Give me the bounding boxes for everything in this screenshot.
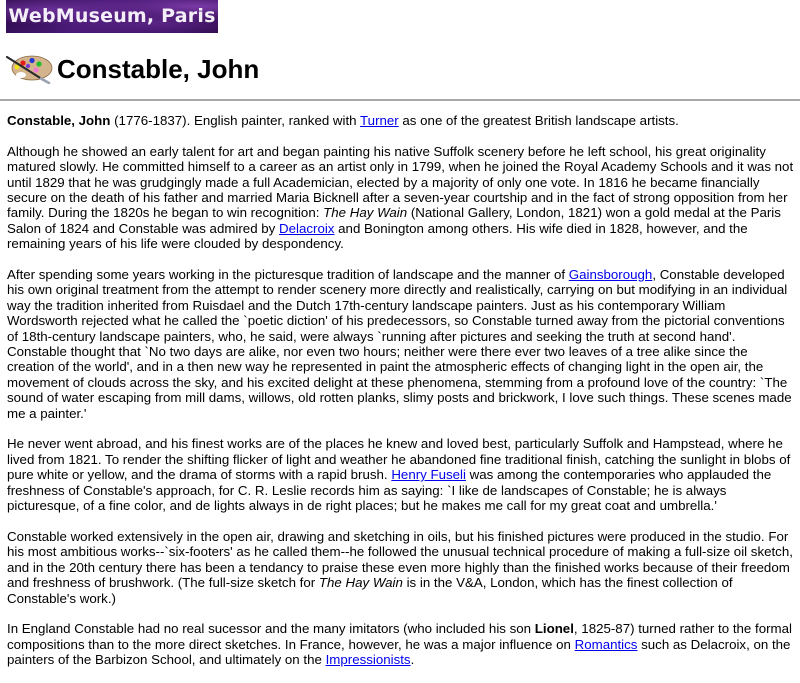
text: , 1825-87) turned rather to the formal compositions than to the more direct sketches. In France, however, he was a major influence on (7, 621, 792, 652)
link-impressionists[interactable]: Impressionists (325, 652, 411, 668)
link-gainsborough[interactable]: Gainsborough (568, 267, 653, 283)
banner-label: WebMuseum, Paris (8, 4, 216, 27)
link-delacroix[interactable]: Delacroix (279, 220, 335, 236)
text: Constable worked extensively in the open air, drawing and sketching in oils, but his finished pictures were produced in the studio. For his most ambitious works--`six-footers' as he called them--he followed the unusual technical procedure of making a full-size oil sketch, and in the 20th century there has been a tendancy to praise these even more highly than the finished works because of their freedom and freshness of brushwork. (The full-size sketch for (7, 528, 793, 591)
paragraph-early-life (7, 144, 797, 252)
text: In England Constable had no real sucessor and the many imitators (who included his son (7, 621, 535, 637)
webmuseum-banner[interactable] (6, 0, 218, 33)
paragraph-technique (7, 529, 797, 606)
paragraph-places (7, 436, 797, 513)
lionel-name: Lionel (534, 621, 574, 637)
text: (National Gallery, London, 1821) won a gold medal at the Paris Salon of 1824 and Constable was admired by (7, 205, 781, 236)
text: was among the contemporaries who applauded the freshness of Constable's approach, for C. R. Leslie records him as saying: `I like de landscapes of Constable; he is always picturesque, of a fine color, and de lights always in de right places; but he makes me call for my great coat and umbrella.' (7, 467, 772, 514)
article-body (7, 113, 797, 683)
text: (1776-1837). English painter, ranked with (110, 113, 361, 128)
paragraph-legacy (7, 621, 797, 667)
page-header (5, 49, 259, 89)
text: and Bonington among others. His wife died in 1828, however, and the remaining years of his life were clouded by despondency. (7, 220, 748, 252)
paragraph-style (7, 267, 797, 421)
text: . (410, 652, 415, 668)
text: is in the V&A, London, which has the finest collection of Constable's work.) (7, 575, 733, 606)
link-turner[interactable]: Turner (360, 113, 399, 128)
link-romantics[interactable]: Romantics (574, 636, 638, 652)
text: as one of the greatest British landscape artists. (398, 113, 679, 128)
page-title: Constable, John (57, 54, 260, 84)
text: Although he showed an early talent for art and began painting his native Suffolk scenery before he left school, his great originality matured slowly. He committed himself to a career as an artist only in 1799, when he joined the Royal Academy Schools and it was not until 1829 that he was grudgingly made a full Academician, elected by a majority of only one vote. In 1816 he became financially secure on the death of his father and married Maria Bicknell after a seven-year courtship and in the fact of strong opposition from her family. During the 1820s he began to win recognition: (7, 143, 794, 221)
palette-icon (5, 54, 53, 84)
link-henry-fuseli[interactable]: Henry Fuseli (391, 467, 466, 483)
text: , Constable developed his own original treatment from the attempt to render scenery more directly and realistically, carrying on but modifying in an individual way the tradition inherited from Ruisdael and the Dutch 17th-century landscape painters. Just as his contemporary William Wordsworth rejected what he called the `poetic diction' of his predecessors, so Constable turned away from the pictorial conventions of 18th-century landscape painters, who, he said, were always `running after pictures and seeking the truth at second hand'. Constable thought that `No two days are alike, nor even two hours; neither were there ever two leaves of a tree alike since the creation of the world', and in a then new way he represented in paint the atmospheric effects of changing light in the open air, the movement of clouds across the sky, and his excited delight at these phenomena, stemming from a profound love of the country: `The sound of water escaping from mill dams, willows, old rotten planks, slimy posts and brickwork, I love such things. These scenes made me a painter.' (7, 267, 792, 421)
text: such as Delacroix, on the painters of the Barbizon School, and ultimately on the (7, 636, 791, 668)
artist-name: Constable, John (7, 113, 111, 128)
text: After spending some years working in the picturesque tradition of landscape and the manner of (7, 267, 569, 283)
text: He never went abroad, and his finest works are of the places he knew and loved best, particularly Suffolk and Hampstead, where he lived from 1821. To render the shifting flicker of light and weather he abandoned fine traditional finish, catching the sunlight in blobs of pure white or yellow, and the drama of storms with a rapid brush. (7, 436, 791, 483)
artwork-title: The Hay Wain (323, 205, 408, 221)
divider (0, 99, 800, 101)
paragraph-intro (7, 113, 797, 128)
artwork-title: The Hay Wain (318, 575, 403, 591)
